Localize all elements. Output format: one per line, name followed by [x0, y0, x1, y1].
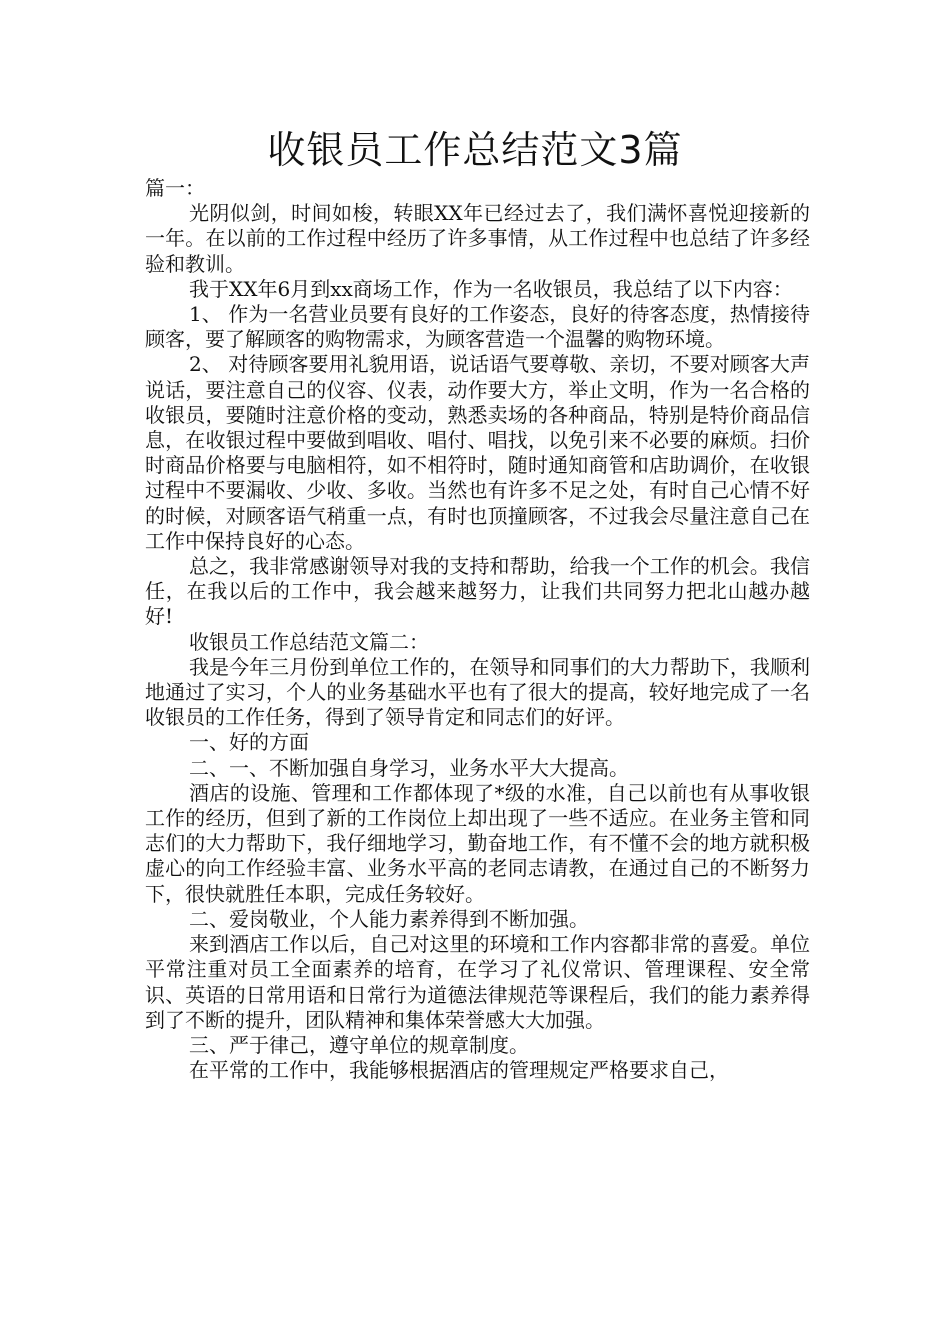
document-body	[145, 176, 810, 1083]
paragraph: 总之，我非常感谢领导对我的支持和帮助，给我一个工作的机会。我信任，在我以后的工作中，我会越来越努力，让我们共同努力把北山越办越好!	[145, 554, 810, 629]
paragraph: 二、爱岗敬业，个人能力素养得到不断加强。	[189, 906, 589, 931]
paragraph: 我是今年三月份到单位工作的，在领导和同事们的大力帮助下，我顺利地通过了实习，个人的业务基础水平也有了很大的提高，较好地完成了一名收银员的工作任务，得到了领导肯定和同志们的好评。	[145, 654, 810, 730]
paragraph: 收银员工作总结范文篇二：	[189, 629, 429, 654]
paragraph: 我于XX年6月到xx商场工作，作为一名收银员，我总结了以下内容：	[189, 276, 793, 301]
paragraph: 1、 作为一名营业员要有良好的工作姿态，良好的待客态度，热情接待顾客，要了解顾客的购物需求，为顾客营造一个温馨的购物环境。	[145, 302, 810, 352]
document-title: 收银员工作总结范文3篇	[267, 128, 683, 172]
paragraph: 篇一：	[145, 176, 205, 200]
paragraph: 在平常的工作中，我能够根据酒店的管理规定严格要求自己，	[189, 1058, 729, 1083]
paragraph: 酒店的设施、管理和工作都体现了*级的水准，自己以前也有从事收银工作的经历，但到了新的工作岗位上却出现了一些不适应。在业务主管和同志们的大力帮助下，我仔细地学习，勤奋地工作，有不懂不会的地方就积极虚心的向工作经验丰富、业务水平高的老同志请教，在通过自己的不断努力下，很快就胜任本职，完成任务较好。	[145, 780, 810, 906]
paragraph: 一、好的方面	[189, 730, 309, 755]
paragraph: 三、严于律己，遵守单位的规章制度。	[189, 1032, 529, 1057]
paragraph: 来到酒店工作以后，自己对这里的环境和工作内容都非常的喜爱。单位平常注重对员工全面素养的培育，在学习了礼仪常识、管理课程、安全常识、英语的日常用语和日常行为道德法律规范等课程后，我们的能力素养得到了不断的提升，团队精神和集体荣誉感大大加强。	[145, 932, 810, 1032]
paragraph: 2、 对待顾客要用礼貌用语，说话语气要尊敬、亲切，不要对顾客大声说话，要注意自己的仪容、仪表，动作要大方，举止文明，作为一名合格的收银员，要随时注意价格的变动，熟悉卖场的各种商品，特别是特价商品信息，在收银过程中要做到唱收、唱付、唱找，以免引来不必要的麻烦。扫价时商品价格要与电脑相符，如不相符时，随时通知商管和店助调价，在收银过程中不要漏收、少收、多收。当然也有许多不足之处，有时自己心情不好的时候，对顾客语气稍重一点，有时也顶撞顾客，不过我会尽量注意自己在工作中保持良好的心态。	[145, 352, 810, 553]
paragraph: 二、一、不断加强自身学习，业务水平大大提高。	[189, 755, 629, 780]
paragraph: 光阴似剑，时间如梭，转眼XX年已经过去了，我们满怀喜悦迎接新的一年。在以前的工作过程中经历了许多事情，从工作过程中也总结了许多经验和教训。	[145, 201, 810, 276]
